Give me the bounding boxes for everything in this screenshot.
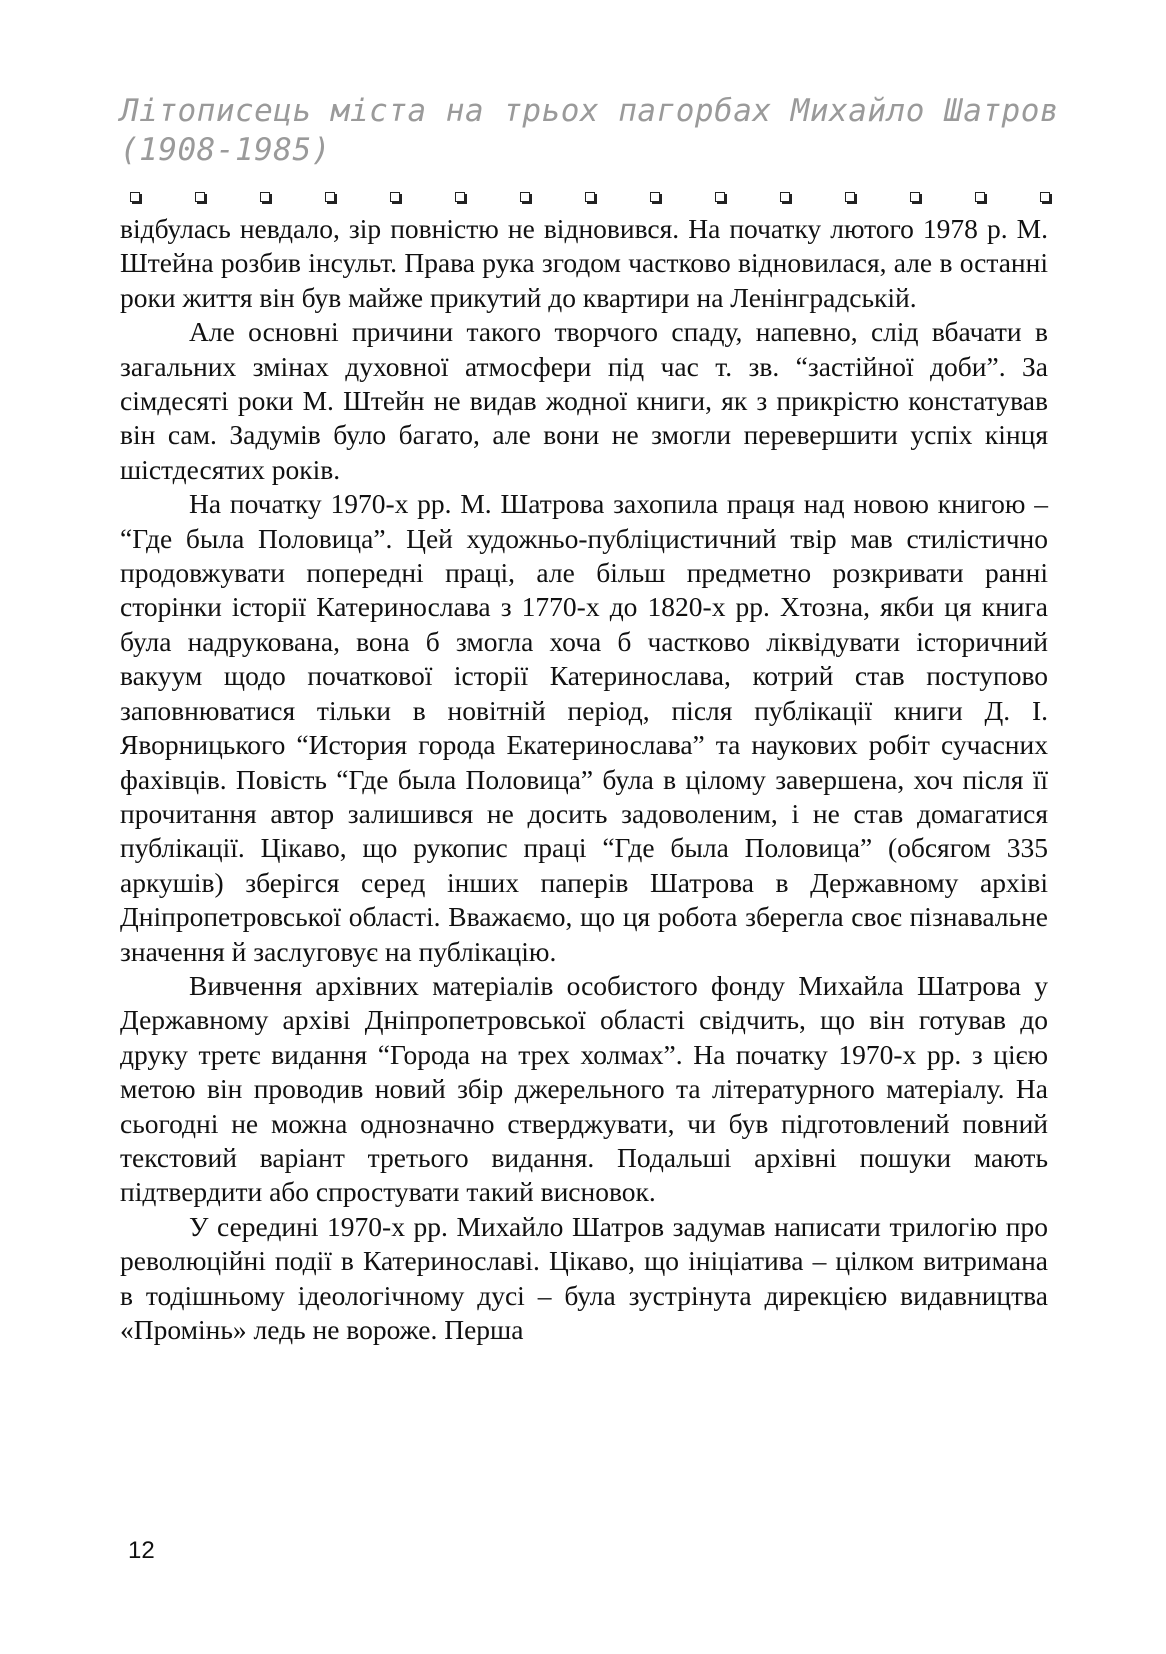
square-bullet-icon — [585, 192, 595, 202]
running-header: Літописець міста на трьох пагорбах Михайло Шатров (1908-1985) — [120, 93, 1060, 168]
square-bullet-icon — [780, 192, 790, 202]
square-bullet-icon — [975, 192, 985, 202]
paragraph: На початку 1970-х рр. М. Шатрова захопила праця над новою книгою – “Где была Половица”. Цей художньо-публіцистичний твір мав стилістично продовжувати попередні праці, але більш предметно розкривати ранні сторінки історії Катеринослава з 1770-х до 1820-х рр. Хтозна, якби ця книга була надрукована, вона б змогла хоча б частково ліквідувати історичний вакуум щодо початкової історії Катеринослава, котрий став поступово заповнюватися тільки в новітній період, після публікації книги Д. І. Яворницького “История города Екатеринослава” та наукових робіт сучасних фахівців. Повість “Где была Половица” була в цілому завершена, хоч після її прочитання автор залишився не досить задоволеним, і не став домагатися публікації. Цікаво, що рукопис праці “Где была Половица” (обсягом 335 аркушів) зберігся серед інших паперів Шатрова в Державному архіві Дніпропетровської області. Вважаємо, що ця робота зберегла своє пізнавальне значення й заслуговує на публікацію. — [120, 488, 1048, 967]
square-bullet-icon — [455, 192, 465, 202]
square-bullet-icon — [130, 192, 140, 202]
paragraph: Вивчення архівних матеріалів особистого фонду Михайла Шатрова у Державному архіві Дніпропетровської області свідчить, що він готував до друку третє видання “Города на трех холмах”. На початку 1970-х рр. з цією метою він проводив новий збір джерельного та літературного матеріалу. На сьогодні не можна однозначно стверджувати, чи був підготовлений повний текстовий варіант третього видання. Подальші архівні пошуки мають підтвердити або спростувати такий висновок. — [120, 969, 1048, 1208]
square-bullet-icon — [325, 192, 335, 202]
square-bullet-icon — [520, 192, 530, 202]
square-bullet-icon — [910, 192, 920, 202]
page-number: 12 — [128, 1537, 155, 1564]
square-bullet-icon — [1040, 192, 1050, 202]
marker-row — [130, 190, 1050, 204]
square-bullet-icon — [260, 192, 270, 202]
paragraph: відбулась невдало, зір повністю не відновився. На початку лютого 1978 р. М. Штейна розбив інсульт. Права рука згодом частково відновилася, але в останні роки життя він був майже прикутий до квартири на Ленінградській. — [120, 213, 1048, 313]
square-bullet-icon — [845, 192, 855, 202]
paragraph: Але основні причини такого творчого спаду, напевно, слід вбачати в загальних змінах духовної атмосфери під час т. зв. “застійної доби”. За сімдесяті роки М. Штейн не видав жодної книги, як з прикрістю констатував він сам. Задумів було багато, але вони не змогли перевершити успіх кінця шістдесятих років. — [120, 316, 1048, 485]
paragraph: У середині 1970-х рр. Михайло Шатров задумав написати трилогію про революційні події в Катеринославі. Цікаво, що ініціатива – цілком витримана в тодішньому ідеологічному дусі – була зустрінута дирекцією видавництва «Промінь» ледь не вороже. Перша — [120, 1210, 1048, 1345]
square-bullet-icon — [195, 192, 205, 202]
square-bullet-icon — [390, 192, 400, 202]
square-bullet-icon — [715, 192, 725, 202]
square-bullet-icon — [650, 192, 660, 202]
body-text — [120, 212, 1048, 1347]
